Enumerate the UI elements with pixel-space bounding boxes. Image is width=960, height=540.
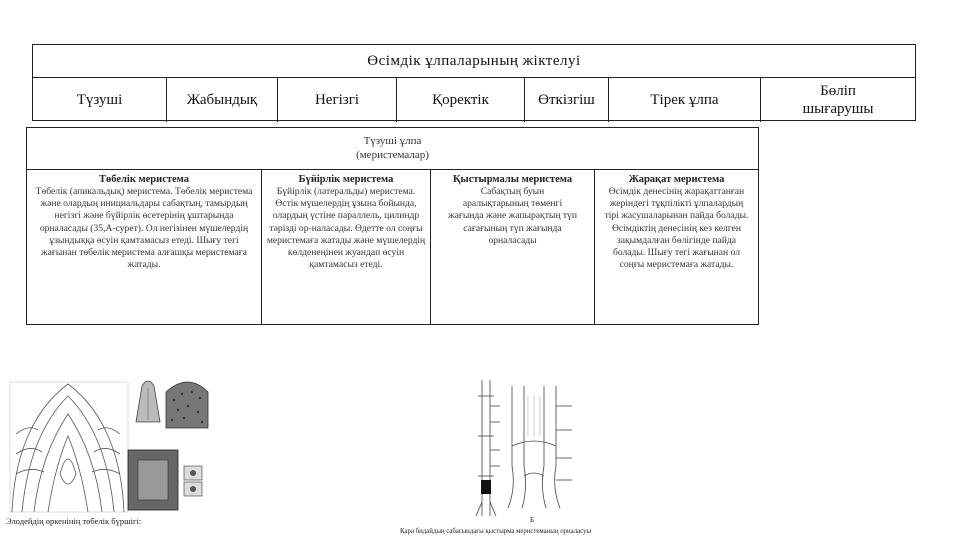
classification-title: Өсімдік ұлпаларының жіктелуі: [33, 45, 915, 78]
classification-row: [33, 78, 915, 122]
meristem-columns: [27, 170, 758, 324]
meristem-table-header: [27, 128, 758, 170]
figure-label-b: Б: [530, 516, 535, 524]
category-cell: Өткізгіш: [525, 78, 609, 122]
meristem-column-text: Сабақтың буын аралықтарының төменгі жағында және жапырақтың түп сағағының түп жағында орналасады: [448, 186, 577, 246]
right-figure-caption: Қара бидайдың сабағындағы қыстырма меристеманың орналасуы: [400, 528, 592, 535]
meristem-column-text: Төбелік (апикальдық) меристема. Төбелік меристема және олардың инициальдары сабақтың, тамырдың негізгі және бүйірлік өсетерінің ұштарында орналасады (35,А-сурет). Ол негізінен мүшелердің ұзындыққа өсуін қамтамасыз етеді. Шығу тегі жағынан төбелік меристема алғашқы меристемаға жатады.: [35, 186, 253, 271]
rye-stem-figure: [468, 376, 588, 524]
meristem-column-title: Бүйірлік меристема: [298, 174, 394, 185]
meristem-column-intercalary: [431, 170, 595, 324]
meristem-column-title: Қыстырмалы меристема: [452, 174, 573, 185]
elodea-apical-bud-figure: [8, 374, 218, 514]
meristem-column-lateral: [262, 170, 431, 324]
category-cell: Негізгі: [278, 78, 397, 122]
category-cell: Бөліп шығарушы: [802, 83, 874, 117]
meristem-column-title: Жарақат меристема: [628, 174, 725, 185]
classification-table: [32, 44, 916, 121]
category-cell: Жабындық: [167, 78, 278, 122]
meristem-column-apical: [27, 170, 262, 324]
category-cell: Қоректік: [397, 78, 525, 122]
category-cell: Тірек ұлпа: [609, 78, 761, 122]
category-cell: Түзуші: [33, 78, 167, 122]
meristem-header-subtitle: (меристемалар): [356, 149, 429, 161]
meristem-table: [26, 127, 759, 325]
meristem-column-text: Өсімдік денесінің жарақаттанған жеріндегі тұқпілікті ұлпалардың тірі жасушаларынан пайда болады. Өсімдіктің денесінің кез келген зақымдалған бөлігінде пайда болады. Шығу тегі жағынан ол соңғы меристемаға жатады.: [604, 186, 749, 271]
meristem-column-title: Төбелік меристема: [98, 174, 190, 185]
meristem-header-title: Түзуші ұлпа: [363, 135, 422, 147]
meristem-column-wound: [595, 170, 758, 324]
meristem-column-text: Бүйірлік (латеральды) меристема. Өстік мүшелердің ұзына бойында, олардың үстіне параллель, цилиндр тәрізді ор-наласады. Өдетте ол соңғы меристемаға жатады және мүшелердің көлденеңінен жуандап өсуін қамтамасыз етеді.: [266, 186, 426, 271]
left-figure-caption: Элодейдің өркенінің төбелік бүршігі:: [6, 516, 142, 526]
